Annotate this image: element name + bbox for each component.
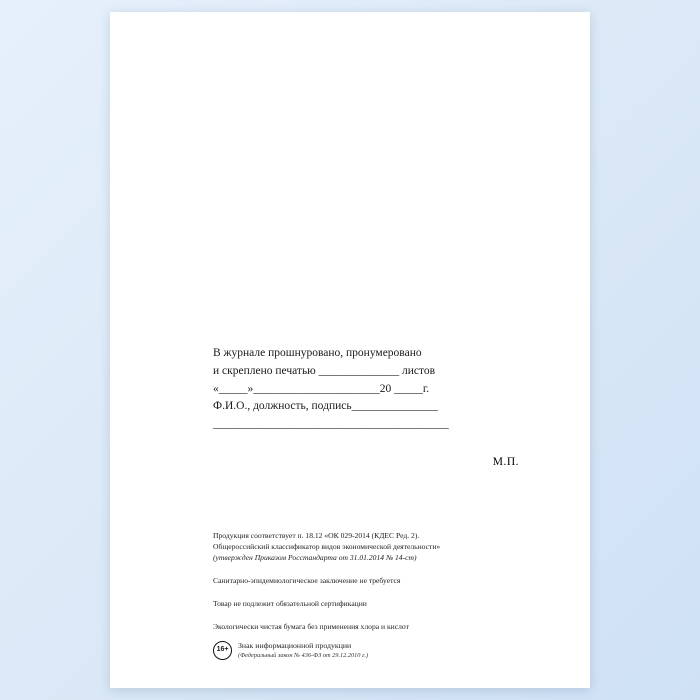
product-compliance-line-1: Продукция соответствует п. 18.12 «ОК 029-2014 (КДЕС Ред. 2). (213, 531, 420, 540)
info-mark-row (213, 640, 563, 660)
product-compliance-line-2: Общероссийский классификатор видов экономической деятельности» (213, 542, 441, 551)
seal-line-5: _________________________________________ (213, 418, 449, 431)
seal-line-2: и скреплено печатью ______________ листов (213, 364, 436, 377)
ecology-statement: Экологически чистая бумага без применения хлора и кислот (213, 622, 409, 631)
sanitary-statement: Санитарно-эпидемиологическое заключение не требуется (213, 576, 401, 585)
seal-line-3: «_____»______________________20 _____г. (213, 382, 430, 395)
seal-line-1: В журнале прошнуровано, пронумеровано (213, 347, 422, 359)
product-compliance-line-3: (утвержден Приказом Росстандарта от 31.01.2014 № 14-ст) (213, 553, 417, 562)
certification-statement: Товар не подлежит обязательной сертификации (213, 599, 367, 608)
product-compliance-paragraph (213, 530, 563, 563)
info-mark-text (238, 640, 368, 660)
footer-section (213, 530, 563, 660)
seal-section (213, 345, 543, 468)
info-mark-title: Знак информационной продукции (238, 641, 352, 650)
age-rating-badge: 16+ (213, 641, 232, 660)
seal-line-4: Ф.И.О., должность, подпись_______________ (213, 400, 438, 413)
document-page (110, 12, 590, 688)
stamp-mark: М.П. (492, 456, 519, 469)
seal-text-block (213, 345, 543, 434)
info-mark-law: (Федеральный закон № 436-ФЗ от 29.12.2010 г.) (238, 652, 369, 660)
